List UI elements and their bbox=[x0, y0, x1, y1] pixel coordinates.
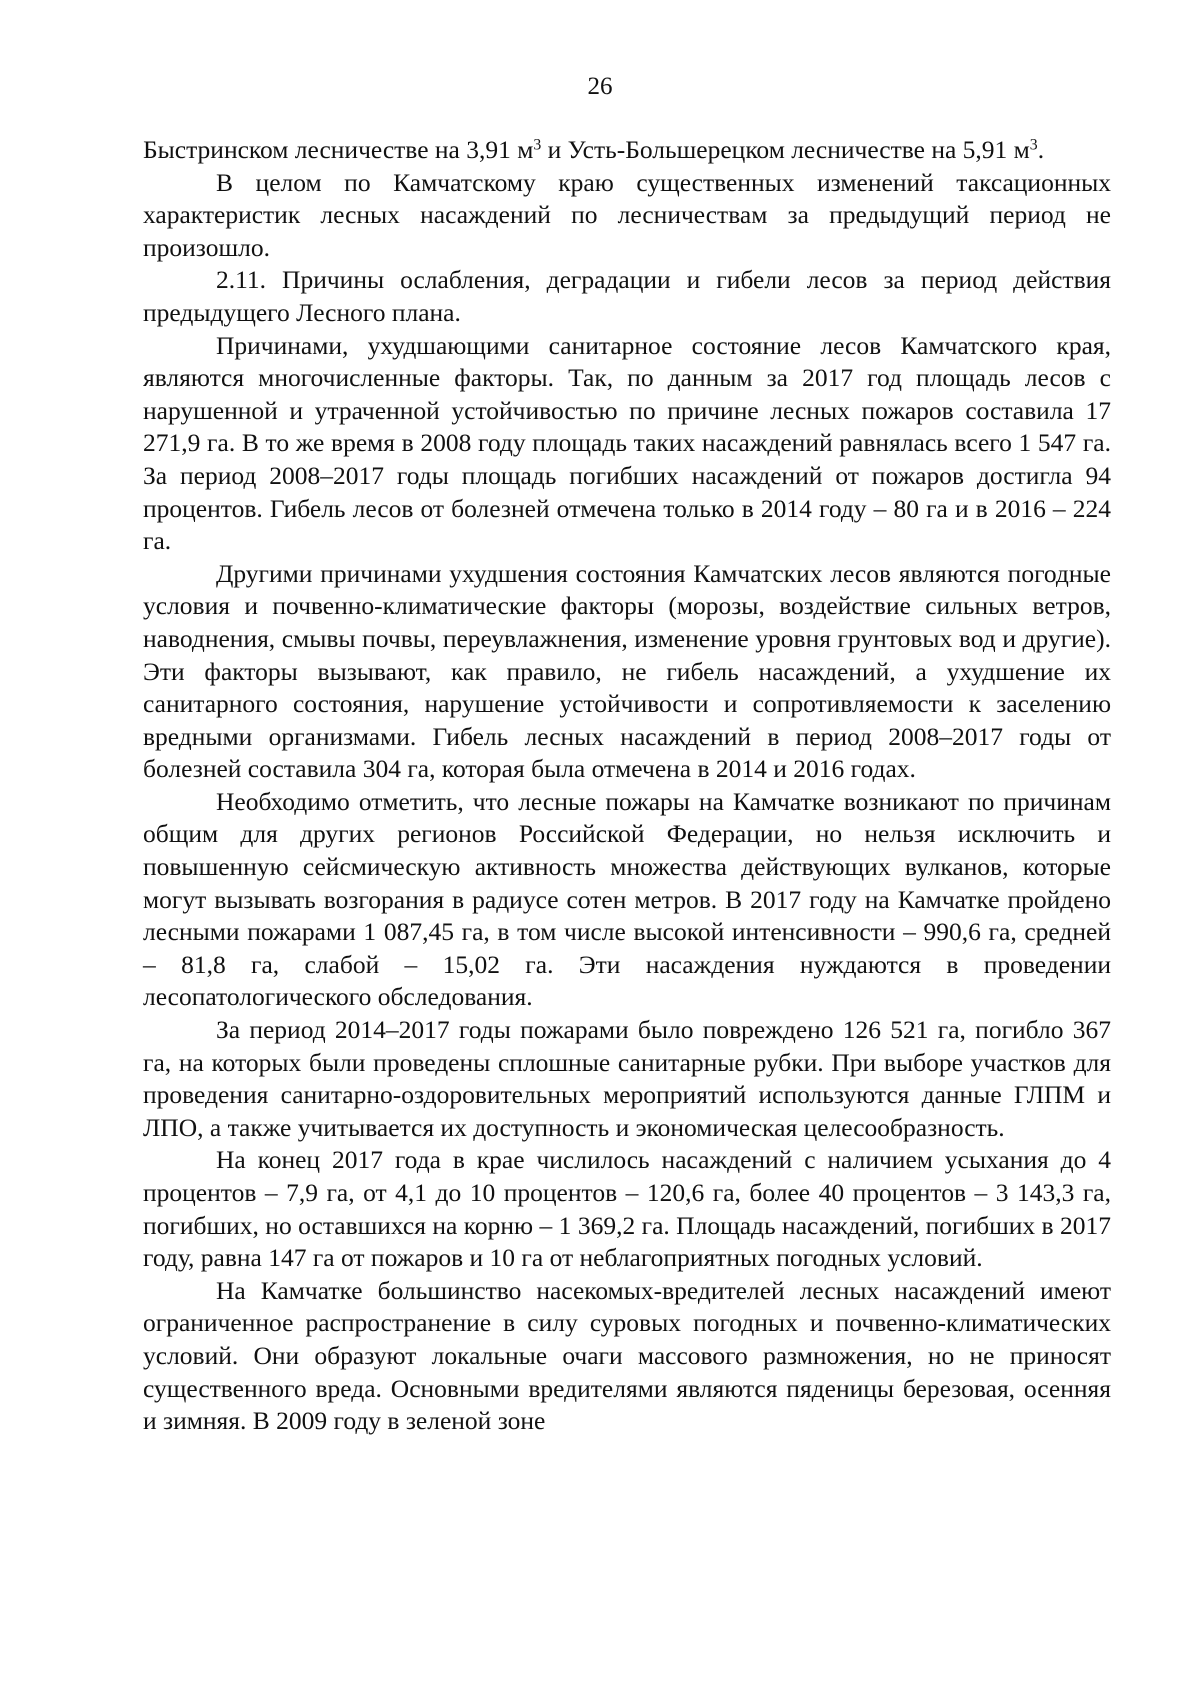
page-number: 26 bbox=[587, 73, 613, 100]
text-run: Быстринском лесничестве на 3,91 м bbox=[143, 135, 534, 164]
paragraph bbox=[143, 264, 1111, 329]
paragraph bbox=[143, 330, 1111, 558]
paragraph bbox=[143, 786, 1111, 1014]
superscript: 3 bbox=[1029, 136, 1038, 154]
text-run: В целом по Камчатскому краю существенных изменений таксационных характеристик лесных насаждений по лесничествам за предыдущий период не произошло. bbox=[143, 167, 1111, 262]
paragraph bbox=[143, 134, 1111, 167]
text-run: За период 2014–2017 годы пожарами было повреждено 126 521 га, погибло 367 га, на которых были проведены сплошные санитарные рубки. При выборе участков для проведения санитарно-оздоровительных мероприятий используются данные ГЛПМ и ЛПО, а также учитывается их доступность и экономическая целесообразность. bbox=[143, 1015, 1111, 1142]
text-run: Причинами, ухудшающими санитарное состояние лесов Камчатского края, являются многочисленные факторы. Так, по данным за 2017 год площадь лесов с нарушенной и утраченной устойчивостью по причине лесных пожаров составила 17 271,9 га. В то же время в 2008 году площадь таких насаждений равнялась всего 1 547 га. За период 2008–2017 годы площадь погибших насаждений от пожаров достигла 94 процентов. Гибель лесов от болезней отмечена только в 2014 году – 80 га и в 2016 – 224 га. bbox=[143, 330, 1111, 556]
text-run: . bbox=[1037, 135, 1045, 164]
text-run: На Камчатке большинство насекомых-вредителей лесных насаждений имеют ограниченное распространение в силу суровых погодных и почвенно-климатических условий. Они образуют локальные очаги массового размножения, но не приносят существенного вреда. Основными вредителями являются пяденицы березовая, осенняя и зимняя. В 2009 году в зеленой зоне bbox=[143, 1275, 1111, 1436]
text-run: и Усть-Большерецком лесничестве на 5,91 м bbox=[541, 135, 1030, 164]
paragraph bbox=[143, 1275, 1111, 1438]
text-run: 2.11. Причины ослабления, деградации и гибели лесов за период действия предыдущего Лесного плана. bbox=[143, 265, 1111, 327]
text-run: Необходимо отметить, что лесные пожары на Камчатке возникают по причинам общим для других регионов Российской Федерации, но нельзя исключить и повышенную сейсмическую активность множества действующих вулканов, которые могут вызывать возгорания в радиусе сотен метров. В 2017 году на Камчатке пройдено лесными пожарами 1 087,45 га, в том числе высокой интенсивности – 990,6 га, средней – 81,8 га, слабой – 15,02 га. Эти насаждения нуждаются в проведении лесопатологического обследования. bbox=[143, 786, 1111, 1012]
paragraph bbox=[143, 167, 1111, 265]
text-run: На конец 2017 года в крае числилось насаждений с наличием усыхания до 4 процентов – 7,9 га, от 4,1 до 10 процентов – 120,6 га, более 40 процентов – 3 143,3 га, погибших, но оставшихся на корню – 1 369,2 га. Площадь насаждений, погибших в 2017 году, равна 147 га от пожаров и 10 га от неблагоприятных погодных условий. bbox=[143, 1145, 1111, 1273]
paragraph bbox=[143, 1014, 1111, 1144]
paragraph bbox=[143, 1144, 1111, 1274]
paragraph bbox=[143, 558, 1111, 786]
text-run: Другими причинами ухудшения состояния Камчатских лесов являются погодные условия и почвенно-климатические факторы (морозы, воздействие сильных ветров, наводнения, смывы почвы, переувлажнения, изменение уровня грунтовых вод и другие). Эти факторы вызывают, как правило, не гибель насаждений, а ухудшение их санитарного состояния, нарушение устойчивости и сопротивляемости к заселению вредными организмами. Гибель лесных насаждений в период 2008–2017 годы от болезней составила 304 га, которая была отмечена в 2014 и 2016 годах. bbox=[143, 558, 1111, 784]
superscript: 3 bbox=[533, 136, 542, 154]
body-text bbox=[143, 134, 1111, 1438]
